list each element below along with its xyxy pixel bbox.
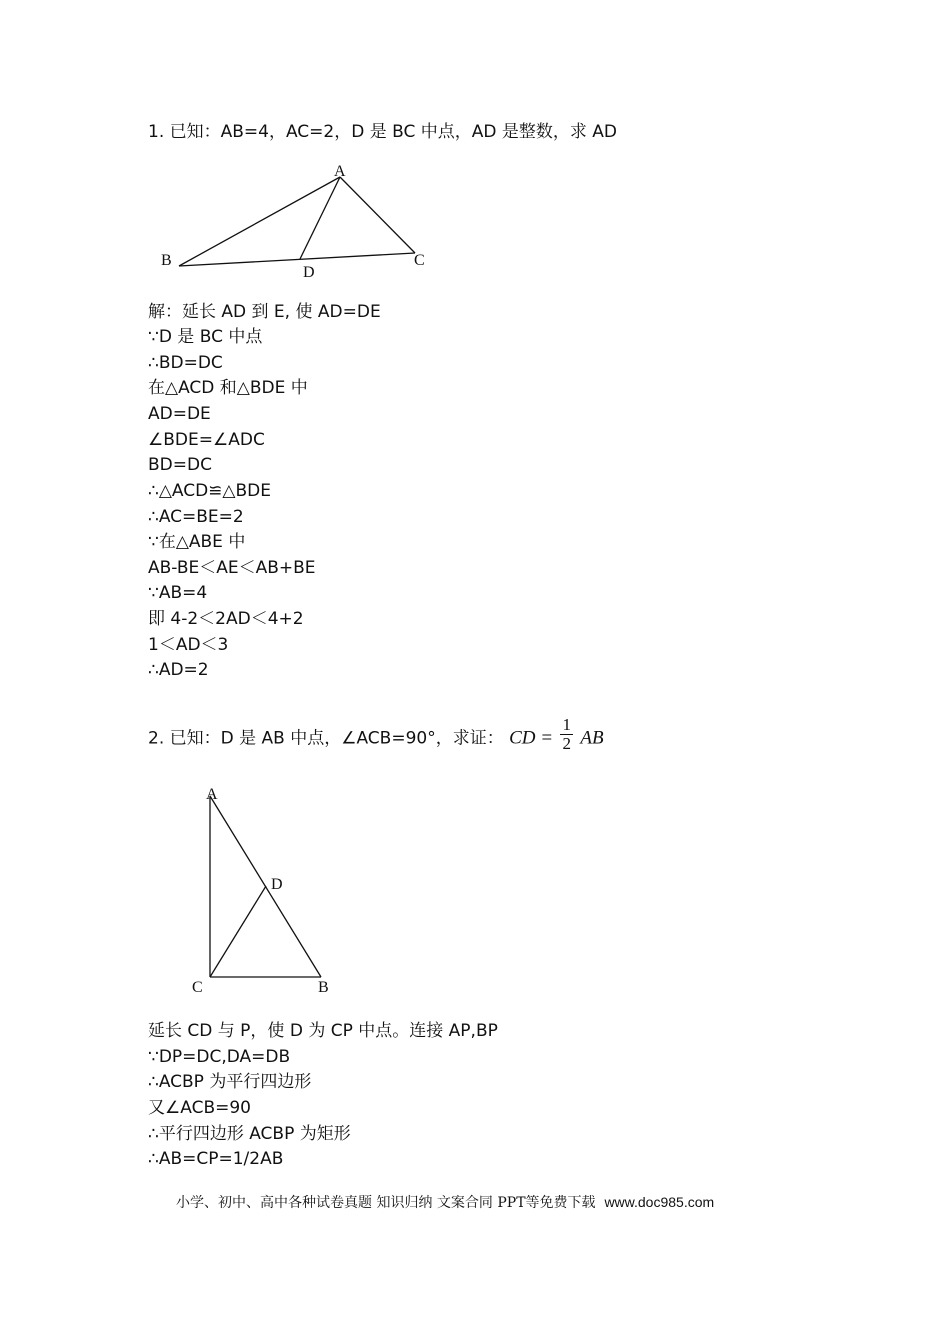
segment-cd xyxy=(210,886,266,977)
formula-fraction xyxy=(560,716,573,753)
solution-line: ∴平行四边形 ACBP 为矩形 xyxy=(148,1124,351,1144)
solution-line: ∴ACBP 为平行四边形 xyxy=(148,1072,312,1092)
label-b: B xyxy=(318,979,329,996)
solution-line: ∵在△ABE 中 xyxy=(148,532,246,552)
solution-line: 即 4-2＜2AD＜4+2 xyxy=(148,609,304,629)
segment-bc xyxy=(179,253,415,266)
page-footer xyxy=(176,1192,714,1212)
formula-ab: AB xyxy=(580,727,604,749)
problem2-statement: 2. 已知：D 是 AB 中点，∠ACB=90°，求证： xyxy=(148,728,504,749)
triangle-figure-2 xyxy=(185,780,345,1000)
solution-line: ∠BDE=∠ADC xyxy=(148,430,265,450)
solution-line: 在△ACD 和△BDE 中 xyxy=(148,378,308,398)
solution-line: ∴△ACD≌△BDE xyxy=(148,481,271,501)
segment-ac xyxy=(340,177,415,253)
problem1-statement: 1. 已知：AB=4，AC=2，D 是 BC 中点，AD 是整数，求 AD xyxy=(148,122,618,142)
triangle-figure-1 xyxy=(150,158,440,283)
label-a: A xyxy=(206,786,218,803)
label-d: D xyxy=(303,264,315,281)
solution-line: BD=DC xyxy=(148,455,212,475)
formula-cd: CD = xyxy=(509,727,554,749)
segment-ab xyxy=(179,177,340,266)
solution-line: ∴AC=BE=2 xyxy=(148,507,244,527)
solution-line: AB-BE＜AE＜AB+BE xyxy=(148,558,316,578)
solution-line: ∴BD=DC xyxy=(148,353,223,373)
solution-line: 1＜AD＜3 xyxy=(148,635,229,655)
label-d: D xyxy=(271,876,283,893)
footer-url[interactable]: www.doc985.com xyxy=(604,1194,715,1210)
solution-line: AD=DE xyxy=(148,404,211,424)
solution-line: ∴AB=CP=1/2AB xyxy=(148,1149,284,1169)
solution-line: 解：延长 AD 到 E, 使 AD=DE xyxy=(148,302,381,322)
fraction-numerator: 1 xyxy=(562,715,571,734)
label-b: B xyxy=(161,252,172,269)
solution-line: 又∠ACB=90 xyxy=(148,1098,251,1118)
segment-ad xyxy=(300,177,340,259)
solution-line: ∵AB=4 xyxy=(148,583,208,603)
label-a: A xyxy=(334,163,346,180)
solution-line: 延长 CD 与 P，使 D 为 CP 中点。连接 AP,BP xyxy=(148,1021,498,1041)
label-c: C xyxy=(414,252,425,269)
solution-line: ∵D 是 BC 中点 xyxy=(148,327,263,347)
footer-text: 小学、初中、高中各种试卷真题 知识归纳 文案合同 PPT等免费下载 xyxy=(176,1195,596,1211)
solution-line: ∴AD=2 xyxy=(148,660,209,680)
problem2-statement-row xyxy=(148,715,604,753)
solution-line: ∵DP=DC,DA=DB xyxy=(148,1047,291,1067)
label-c: C xyxy=(192,979,203,996)
fraction-denominator: 2 xyxy=(562,734,571,753)
